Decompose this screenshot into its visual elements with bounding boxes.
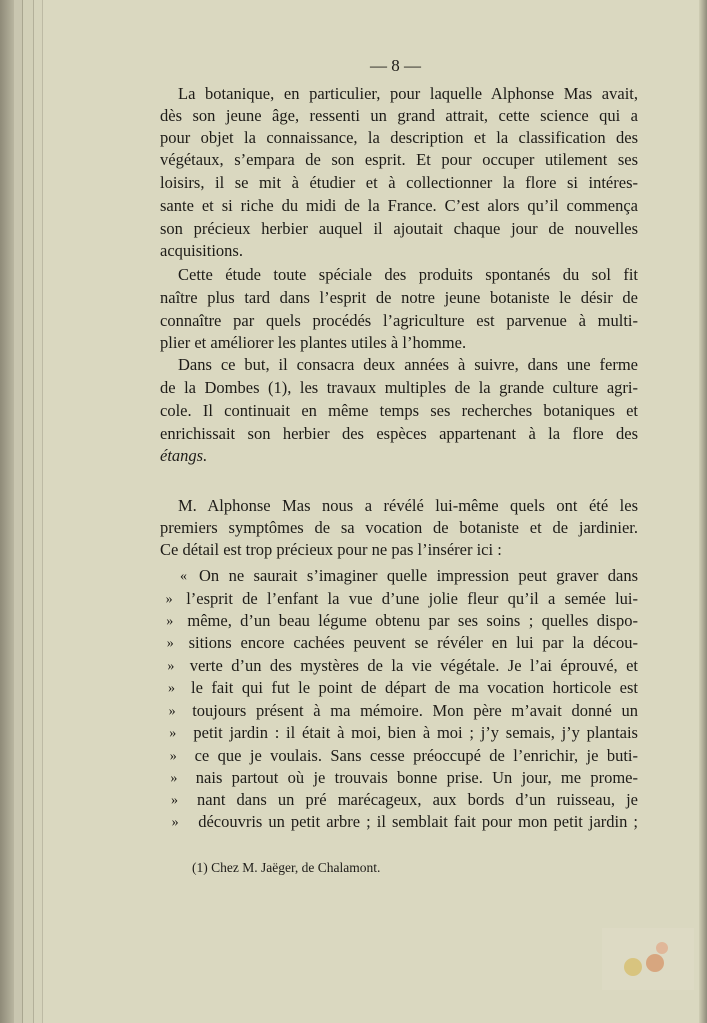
- guillemet-mark: »: [169, 726, 177, 741]
- guillemet-mark: »: [166, 614, 174, 629]
- guillemet-mark: »: [171, 793, 178, 808]
- quote-line: même, d’un beau légume obtenu par ses soins ; quelles dispo-: [187, 611, 638, 630]
- guillemet-mark: »: [171, 815, 179, 830]
- text-line: son précieux herbier auquel il ajoutait chaque jour de nouvelles: [160, 219, 638, 238]
- guillemet-mark: »: [165, 592, 173, 607]
- text-line: de la Dombes (1), les travaux multiples de la grande culture agri-: [160, 378, 638, 397]
- book-page-edge: [34, 0, 43, 1023]
- text-line: pour objet la connaissance, la description et la classification des: [160, 128, 638, 147]
- quote-line: découvris un petit arbre ; il semblait fait pour mon petit jardin ;: [198, 812, 638, 831]
- text-line: connaître par quels procédés l’agriculture est parvenue à multi-: [160, 311, 638, 330]
- text-line: Cette étude toute spéciale des produits spontanés du sol fit: [178, 265, 638, 284]
- guillemet-mark: »: [169, 749, 177, 764]
- text-line: cole. Il continuait en même temps ses recherches botaniques et: [160, 401, 638, 420]
- book-page-edge: [14, 0, 23, 1023]
- text-line: Ce détail est trop précieux pour ne pas l’insérer ici :: [160, 540, 502, 559]
- quote-line: petit jardin : il était à moi, bien à moi ; j’y semais, j’y plantais: [193, 723, 638, 742]
- footnote: (1) Chez M. Jaëger, de Chalamont.: [192, 860, 381, 875]
- text-line: végétaux, s’empara de son esprit. Et pour occuper utilement ses: [160, 150, 638, 169]
- quote-line: nant dans un pré marécageux, aux bords d’un ruisseau, je: [197, 790, 638, 809]
- guillemet-mark: «: [180, 569, 187, 584]
- text-line: acquisitions.: [160, 241, 243, 260]
- quote-line: verte d’un des mystères de la vie végétale. Je l’ai éprouvé, et: [189, 656, 638, 675]
- quote-line: l’esprit de l’enfant la vue d’une jolie fleur qu’il a semée lui-: [186, 589, 638, 608]
- text-line: premiers symptômes de sa vocation de botaniste et de jardinier.: [160, 518, 638, 537]
- book-page-edge: [23, 0, 34, 1023]
- guillemet-mark: »: [170, 771, 178, 786]
- guillemet-mark: »: [168, 704, 176, 719]
- text-line: La botanique, en particulier, pour laquelle Alphonse Mas avait,: [178, 84, 638, 103]
- quote-line: ce que je voulais. Sans cesse préoccupé de l’enrichir, je buti-: [194, 746, 638, 765]
- quote-line: toujours présent à ma mémoire. Mon père m’avait donné un: [192, 701, 638, 720]
- text-line: étangs.: [160, 446, 208, 465]
- guillemet-mark: »: [166, 636, 174, 651]
- quote-line: le fait qui fut le point de départ de ma vocation horticole est: [191, 678, 638, 697]
- quote-line: sitions encore cachées peuvent se révéler en lui par la décou-: [188, 633, 638, 652]
- text-line: sante et si riche du midi de la France. C’est alors qu’il commença: [160, 196, 638, 215]
- guillemet-mark: »: [167, 659, 175, 674]
- text-line: naître plus tard dans l’esprit de notre jeune botaniste le désir de: [160, 288, 638, 307]
- text-line: dès son jeune âge, ressenti un grand attrait, cette science qui a: [160, 106, 638, 125]
- guillemet-mark: »: [168, 681, 175, 696]
- text-line: loisirs, il se mit à étudier et à collectionner la flore si intéres-: [160, 173, 638, 192]
- text-line: plier et améliorer les plantes utiles à l’homme.: [160, 333, 467, 352]
- quote-line: nais partout où je trouvais bonne prise. Un jour, me prome-: [195, 768, 638, 787]
- text-line: enrichissait son herbier des espèces appartenant à la flore des: [160, 424, 638, 443]
- library-stamp-icon: [602, 928, 694, 990]
- book-gutter-shadow: [699, 0, 707, 1023]
- book-page-edge: [0, 0, 14, 1023]
- quote-line: On ne saurait s’imaginer quelle impression peut graver dans: [199, 566, 638, 585]
- text-line: Dans ce but, il consacra deux années à suivre, dans une ferme: [178, 355, 638, 374]
- text-line: M. Alphonse Mas nous a révélé lui-même quels ont été les: [178, 496, 638, 515]
- page-number: — 8 —: [370, 56, 421, 75]
